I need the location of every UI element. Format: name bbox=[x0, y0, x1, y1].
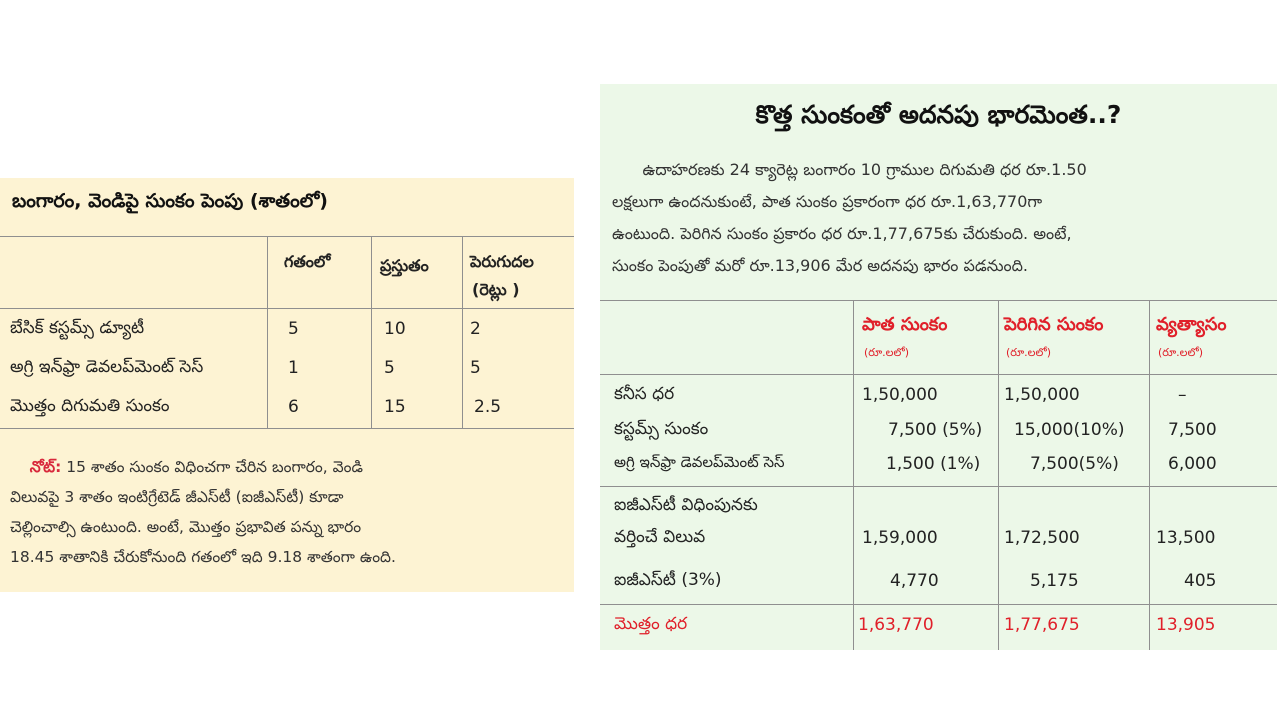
total-label: మొత్తం ధర bbox=[614, 614, 688, 634]
row-label: మొత్తం దిగుమతి సుంకం bbox=[10, 396, 170, 416]
header-increase-unit: (రెట్లు ) bbox=[472, 280, 520, 299]
row-current: 5 bbox=[384, 358, 395, 378]
divider bbox=[600, 486, 1277, 487]
intro-paragraph bbox=[612, 154, 1267, 282]
note-text: చెల్లించాల్సి ఉంటుంది. అంటే, మొత్తం ప్రభావిత పన్ను భారం bbox=[10, 518, 362, 536]
divider bbox=[998, 300, 999, 650]
header-unit: (రూ.లలో) bbox=[1006, 346, 1052, 359]
row-diff: 6,000 bbox=[1168, 454, 1217, 474]
row-old: 1,59,000 bbox=[862, 528, 938, 548]
row-current: 10 bbox=[384, 319, 406, 339]
row-increase: 2 bbox=[470, 319, 481, 339]
intro-text: సుంకం పెంపుతో మరో రూ.13,906 మేర అదనపు భారం పడనుంది. bbox=[612, 256, 1028, 275]
header-new-duty: పెరిగిన సుంకం bbox=[1004, 314, 1104, 335]
row-new: 1,50,000 bbox=[1004, 385, 1080, 405]
divider bbox=[0, 308, 574, 309]
row-increase: 5 bbox=[470, 358, 481, 378]
row-label: ఐజీఎస్‌టీ (3%) bbox=[614, 570, 722, 590]
row-previous: 5 bbox=[288, 319, 299, 339]
note-text: విలువపై 3 శాతం ఇంటిగ్రేటెడ్ జీఎస్‌టీ (ఐజీఎస్‌టీ) కూడా bbox=[10, 488, 344, 506]
note-paragraph bbox=[10, 452, 560, 572]
total-new: 1,77,675 bbox=[1004, 615, 1080, 635]
panel-title: బంగారం, వెండిపై సుంకం పెంపు (శాతంలో) bbox=[12, 190, 328, 212]
header-increase: పెరుగుదల bbox=[470, 252, 534, 271]
header-old-duty: పాత సుంకం bbox=[862, 314, 948, 335]
row-label: కస్టమ్స్ సుంకం bbox=[614, 419, 709, 439]
row-label: అగ్రి ఇన్‌ఫ్రా డెవలప్‌మెంట్ సెస్ bbox=[10, 357, 204, 377]
row-new: 1,72,500 bbox=[1004, 528, 1080, 548]
panel-title: కొత్త సుంకంతో అదనపు భారమెంత..? bbox=[755, 100, 1122, 129]
row-old: 1,500 (1%) bbox=[886, 454, 981, 474]
row-old: 7,500 (5%) bbox=[888, 420, 983, 440]
header-difference: వ్యత్యాసం bbox=[1156, 314, 1227, 335]
note-text: 18.45 శాతానికి చేరుకోనుంది గతంలో ఇది 9.18 శాతంగా ఉంది. bbox=[10, 548, 396, 566]
intro-text: ఉదాహరణకు 24 క్యారెట్ల బంగారం 10 గ్రాముల దిగుమతి ధర రూ.1.50 bbox=[642, 160, 1087, 179]
divider bbox=[600, 300, 1277, 301]
row-label: అగ్రి ఇన్‌ఫ్రా డెవలప్‌మెంట్ సెస్ bbox=[614, 453, 785, 471]
row-diff: – bbox=[1178, 385, 1187, 405]
row-diff: 13,500 bbox=[1156, 528, 1216, 548]
note-text: 15 శాతం సుంకం విధించగా చేరిన బంగారం, వెండి bbox=[61, 458, 363, 476]
row-old: 1,50,000 bbox=[862, 385, 938, 405]
divider bbox=[371, 236, 372, 428]
row-previous: 1 bbox=[288, 358, 299, 378]
row-label: వర్తించే విలువ bbox=[614, 527, 706, 547]
header-unit: (రూ.లలో) bbox=[1158, 346, 1204, 359]
divider bbox=[267, 236, 268, 428]
header-unit: (రూ.లలో) bbox=[864, 346, 910, 359]
row-previous: 6 bbox=[288, 397, 299, 417]
header-previous: గతంలో bbox=[284, 252, 331, 271]
row-current: 15 bbox=[384, 397, 406, 417]
customs-duty-table-panel bbox=[0, 178, 574, 592]
header-current: ప్రస్తుతం bbox=[380, 256, 429, 275]
note-label: నోట్: bbox=[29, 458, 62, 476]
intro-text: ఉంటుంది. పెరిగిన సుంకం ప్రకారం ధర రూ.1,77,675కు చేరుకుంది. అంటే, bbox=[612, 224, 1072, 243]
additional-burden-panel bbox=[600, 84, 1277, 650]
intro-text: లక్షలుగా ఉందనుకుంటే, పాత సుంకం ప్రకారంగా ధర రూ.1,63,770గా bbox=[612, 192, 1043, 211]
total-old: 1,63,770 bbox=[858, 615, 934, 635]
row-new: 5,175 bbox=[1030, 571, 1079, 591]
row-diff: 7,500 bbox=[1168, 420, 1217, 440]
divider bbox=[600, 374, 1277, 375]
row-label: కనీస ధర bbox=[614, 384, 675, 404]
row-new: 15,000(10%) bbox=[1014, 420, 1125, 440]
divider bbox=[853, 300, 854, 650]
row-increase: 2.5 bbox=[474, 397, 502, 417]
row-label: బేసిక్ కస్టమ్స్ డ్యూటీ bbox=[10, 318, 145, 338]
total-diff: 13,905 bbox=[1156, 615, 1216, 635]
divider bbox=[462, 236, 463, 428]
row-diff: 405 bbox=[1184, 571, 1217, 591]
divider bbox=[0, 236, 574, 237]
divider bbox=[0, 428, 574, 429]
row-old: 4,770 bbox=[890, 571, 939, 591]
divider bbox=[1149, 300, 1150, 650]
row-new: 7,500(5%) bbox=[1030, 454, 1119, 474]
row-label: ఐజీఎస్‌టీ విధింపునకు bbox=[614, 495, 758, 515]
divider bbox=[600, 604, 1277, 605]
